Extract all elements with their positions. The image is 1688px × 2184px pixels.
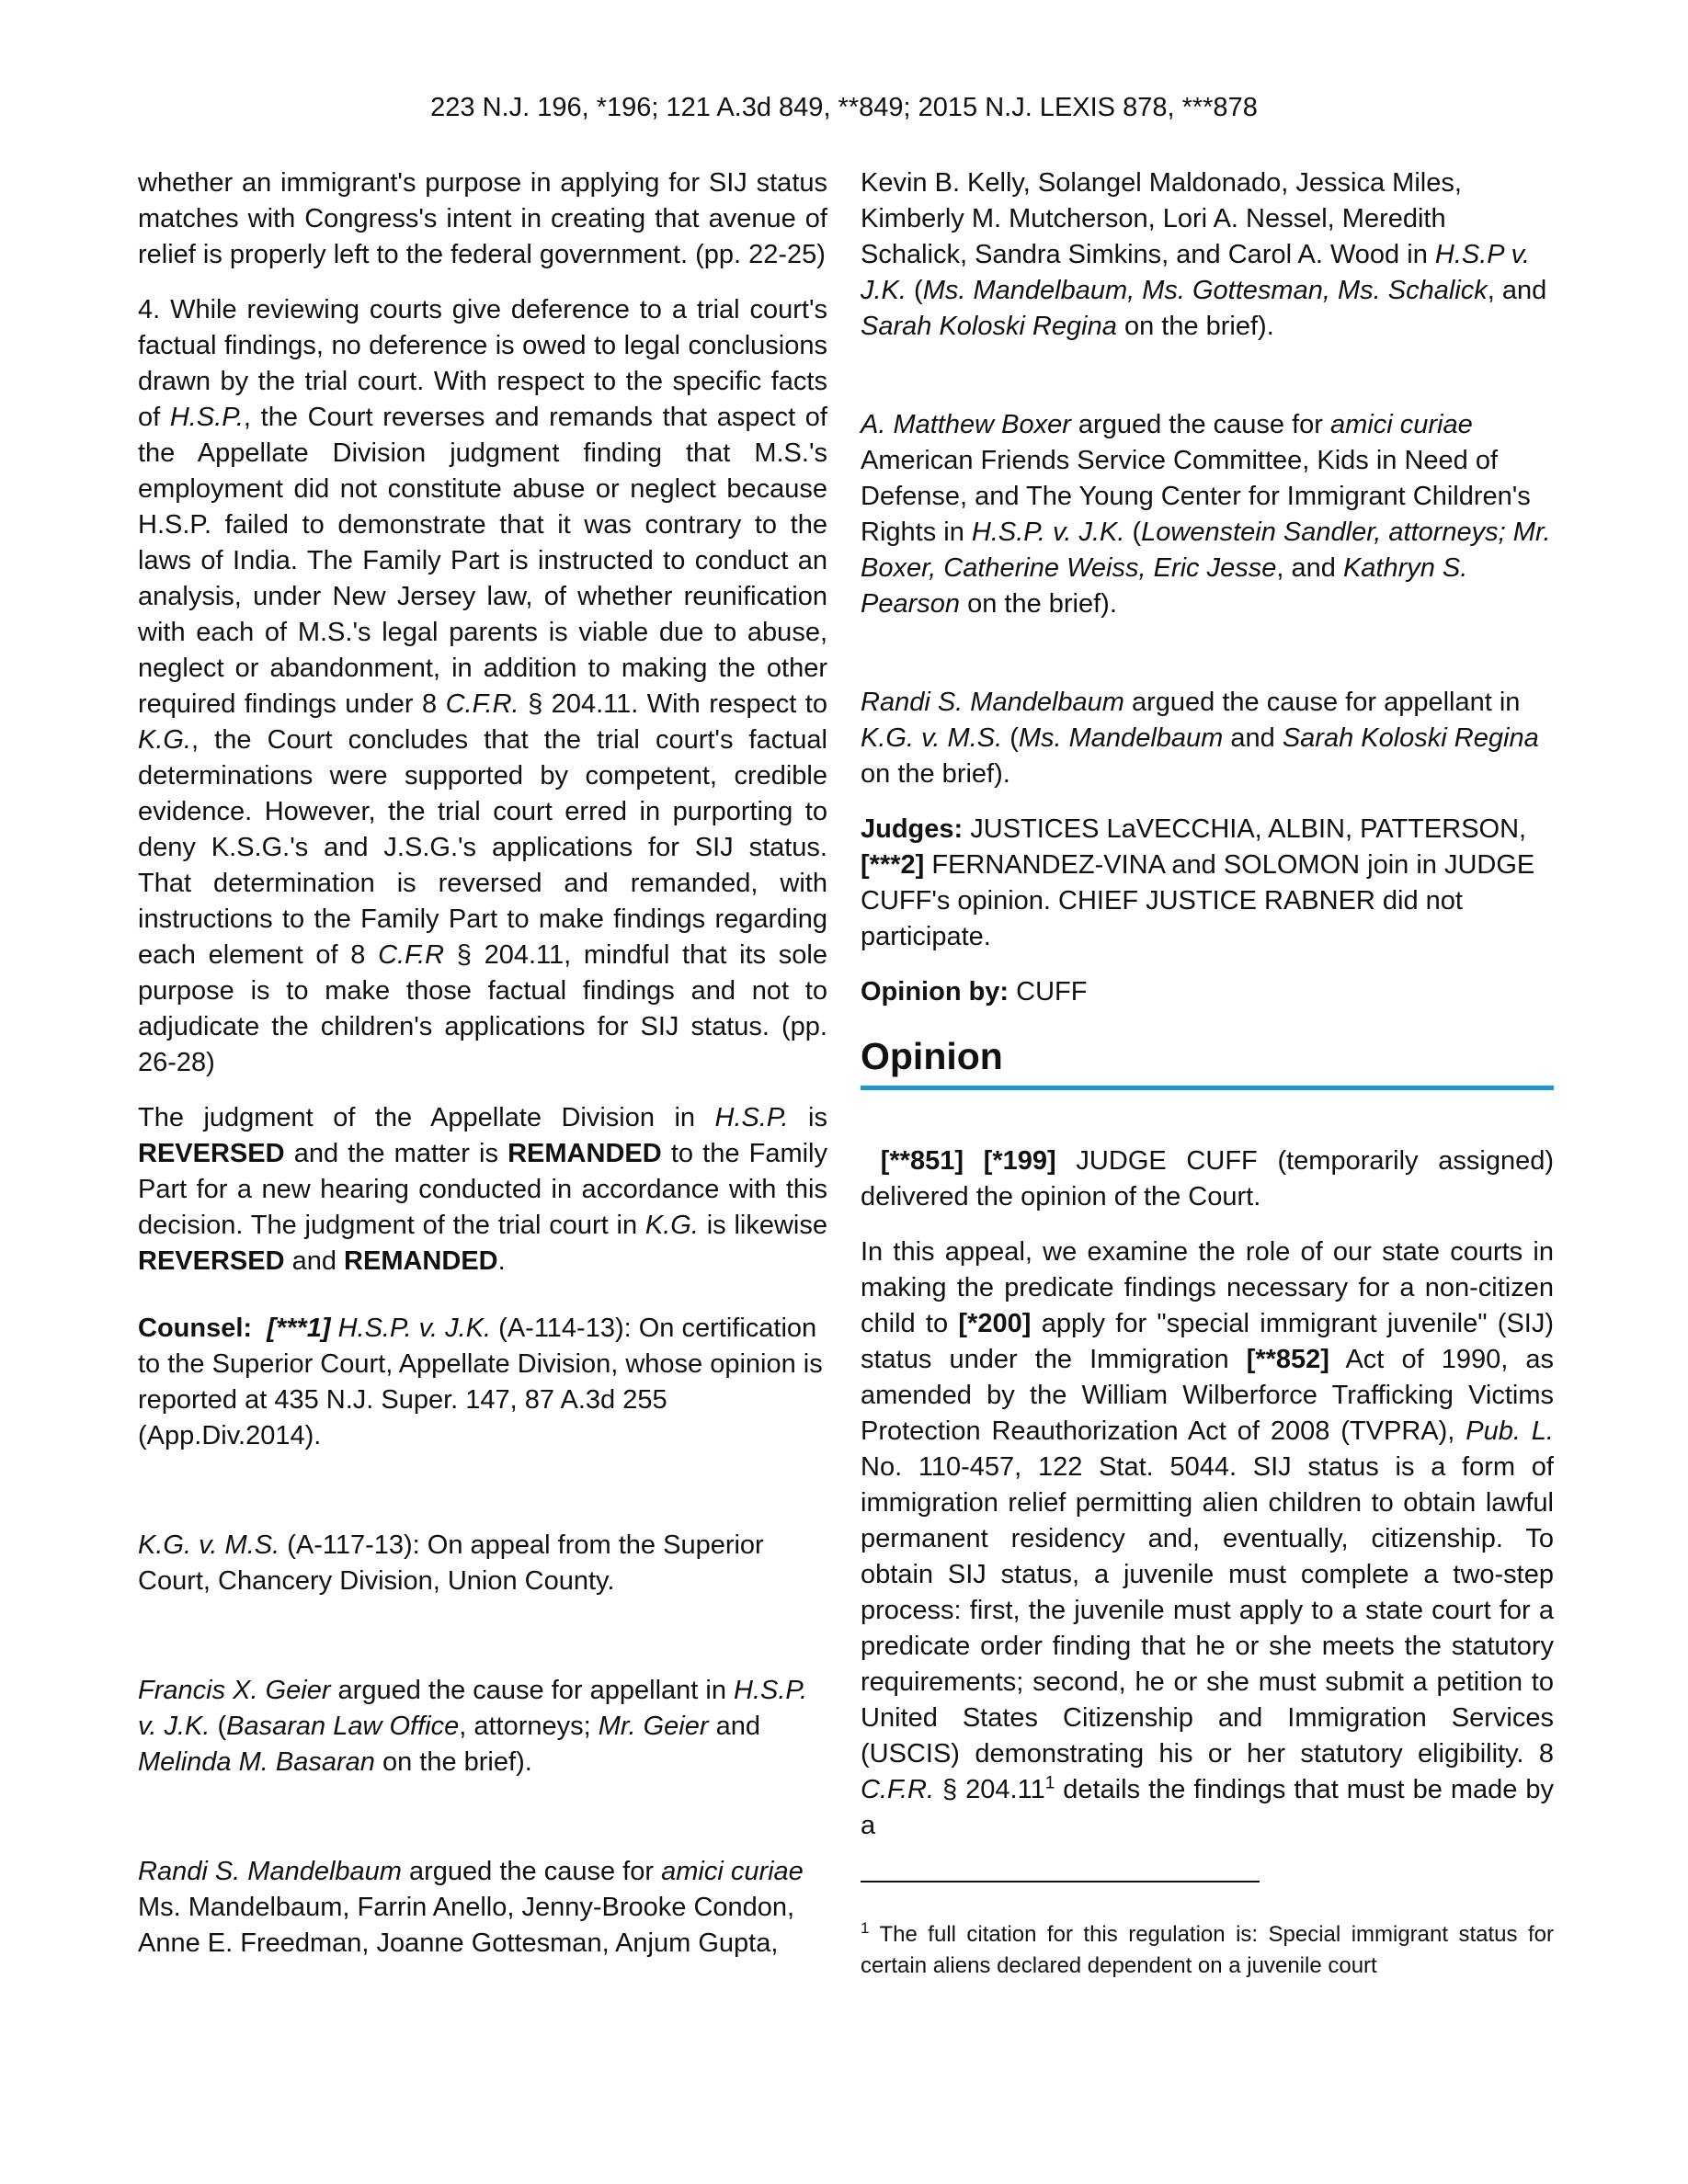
case-name: K.G.: [644, 1211, 699, 1240]
footnote-text: The full citation for this regulation is: Special immigrant status for certain aliens declared dependent on a juvenile court: [861, 1922, 1554, 1978]
attorney-name: Francis X. Geier: [138, 1676, 331, 1705]
attorney-name: Ms. Mandelbaum: [1018, 723, 1224, 753]
judges-paragraph: [861, 812, 1554, 955]
cfr-abbrev: C.F.R.: [445, 689, 519, 719]
text: is likewise: [698, 1211, 827, 1240]
disposition-reversed: REVERSED: [138, 1139, 285, 1168]
text: on the brief).: [960, 589, 1117, 619]
firm-name: Basaran Law Office: [226, 1712, 460, 1741]
mandelbaum-amici-paragraph: [138, 1854, 827, 1962]
text: § 204.11: [934, 1775, 1045, 1804]
case-name: H.S.P. v. J.K.: [138, 1676, 808, 1741]
text: 4. While reviewing courts give deference to a trial court's factual findings, no deference is owed to legal conclusions drawn by the trial court. With respect to the specific facts of: [138, 295, 827, 432]
latin-term: amici curiae: [1330, 410, 1473, 439]
page-marker: [***2]: [861, 850, 925, 880]
text: argued the cause for appellant in: [1123, 688, 1521, 717]
attorney-name: Sarah Koloski Regina: [1282, 723, 1539, 753]
text: (: [1124, 518, 1142, 547]
text: JUSTICES LaVECCHIA, ALBIN, PATTERSON,: [963, 814, 1527, 844]
case-name: K.G. v. M.S.: [861, 723, 1003, 753]
text: argued the cause for: [1070, 410, 1331, 439]
mandelbaum-amici-continued: [861, 165, 1554, 345]
text: , and: [1276, 553, 1343, 583]
cfr-abbrev: C.F.R: [378, 940, 445, 970]
text: on the brief).: [374, 1747, 532, 1777]
text: is: [788, 1103, 827, 1132]
text: and: [284, 1246, 345, 1276]
attorney-names: Ms. Mandelbaum, Ms. Gottesman, Ms. Schalick: [922, 276, 1488, 305]
page-marker: [*199]: [983, 1146, 1056, 1176]
geier-paragraph: [138, 1673, 827, 1780]
text: , the Court concludes that the trial court's factual determinations were supported by competent, credible evidence. However, the trial court erred in purporting to deny K.S.G.'s and J.S.G.'s applications for SIJ status. That determination is reversed and remanded, with instructions to the Family Part to make findings regarding each element of 8: [138, 725, 827, 970]
opinion-by-label: Opinion by:: [861, 977, 1009, 1007]
text: § 204.11. With respect to: [519, 689, 827, 719]
statute-abbrev: Pub. L.: [1466, 1416, 1554, 1446]
text: In this appeal, we examine the role of our state courts in making the predicate findings necessary for a non-citizen child to: [861, 1237, 1554, 1338]
text: .: [497, 1246, 506, 1276]
text: and the matter is: [284, 1139, 508, 1168]
attorney-name: Mr. Geier: [598, 1712, 709, 1741]
opinion-by-paragraph: [861, 974, 1554, 1010]
text: apply for "special immigrant juvenile" (SIJ) status under the Immigration: [861, 1309, 1554, 1374]
appeal-paragraph: [861, 1234, 1554, 1844]
text: to the Family Part for a new hearing conducted in accordance with this decision. The judgment of the trial court in: [138, 1139, 827, 1240]
kg-paragraph: [138, 1528, 827, 1599]
running-header: 223 N.J. 196, *196; 121 A.3d 849, **849; 2015 N.J. LEXIS 878, ***878: [430, 93, 1258, 122]
cfr-abbrev: C.F.R.: [861, 1775, 935, 1804]
case-name: K.G. v. M.S.: [138, 1530, 280, 1560]
text: details the findings that must be made by a: [861, 1775, 1554, 1840]
footnote-1: [861, 1919, 1554, 1982]
attorney-name: Kathryn S. Pearson: [861, 553, 1468, 619]
page-marker: [***1]: [267, 1314, 331, 1343]
footnote-divider: [861, 1881, 1260, 1883]
text: , attorneys;: [459, 1712, 599, 1741]
text: and: [1223, 723, 1283, 753]
text: and: [708, 1712, 760, 1741]
text: argued the cause for: [401, 1857, 662, 1886]
text: , the Court reverses and remands that aspect of the Appellate Division judgment finding that M.S.'s employment did not constitute abuse or neglect because H.S.P. failed to demonstrate that it was contrary to the laws of India. The Family Part is instructed to conduct an analysis, under New Jersey law, of whether reunification with each of M.S.'s legal parents is viable due to abuse, neglect or abandonment, in addition to making the other required findings under 8: [138, 403, 827, 719]
boxer-paragraph: [861, 407, 1554, 622]
paragraph-federal-government: whether an immigrant's purpose in applying for SIJ status matches with Congress's intent in creating that avenue of relief is properly left to the federal government. (pp. 22-25): [138, 168, 827, 269]
text: , and: [1487, 276, 1547, 305]
text: The judgment of the Appellate Division in: [138, 1103, 715, 1132]
text: JUDGE CUFF (temporarily assigned) delivered the opinion of the Court.: [861, 1146, 1554, 1211]
opinion-heading: Opinion: [861, 1034, 1554, 1090]
text: (A-114-13): On certification to the Superior Court, Appellate Division, whose opinion is reported at 435 N.J. Super. 147, 87 A.3d 255 (App.Div.2014).: [138, 1314, 823, 1450]
footnote-number: 1: [861, 1919, 870, 1937]
paragraph-judgment: [138, 1100, 827, 1280]
judges-label: Judges:: [861, 814, 964, 844]
attorney-name: Randi S. Mandelbaum: [138, 1857, 402, 1886]
page-marker: [*200]: [958, 1309, 1032, 1338]
left-column: [138, 165, 827, 1981]
right-column: [861, 165, 1554, 2001]
text: American Friends Service Committee, Kids in Need of Defense, and The Young Center for Immigrant Children's Rights in: [861, 446, 1531, 547]
disposition-reversed: REVERSED: [138, 1246, 285, 1276]
attorney-name: Sarah Koloski Regina: [861, 312, 1117, 341]
page-marker: [**852]: [1246, 1345, 1329, 1374]
attorney-names: Lowenstein Sandler, attorneys; Mr. Boxer, Catherine Weiss, Eric Jesse: [861, 518, 1551, 583]
case-name: H.S.P.: [169, 403, 244, 432]
case-name: H.S.P v. J.K.: [861, 240, 1531, 305]
latin-term: amici curiae: [661, 1857, 804, 1886]
text: (: [1002, 723, 1019, 753]
mandelbaum-kg-paragraph: [861, 685, 1554, 792]
text: § 204.11, mindful that its sole purpose is to make those factual findings and not to adjudicate the children's applications for SIJ status. (pp. 26-28): [138, 940, 827, 1077]
attorney-name: Randi S. Mandelbaum: [861, 688, 1124, 717]
paragraph-holding-4: [138, 292, 827, 1081]
counsel-label: Counsel:: [138, 1314, 253, 1343]
case-name: H.S.P. v. J.K.: [337, 1314, 492, 1343]
text: Ms. Mandelbaum, Farrin Anello, Jenny-Brooke Condon, Anne E. Freedman, Joanne Gottesman, Anjum Gupta,: [138, 1893, 795, 1958]
text: Act of 1990, as amended by the William Wilberforce Trafficking Victims Protection Reauthorization Act of 2008 (TVPRA),: [861, 1345, 1554, 1446]
delivered-paragraph: [861, 1143, 1554, 1215]
counsel-paragraph: [138, 1311, 827, 1454]
text: on the brief).: [1116, 312, 1274, 341]
opinion-author: CUFF: [1009, 977, 1088, 1007]
case-name: H.S.P.: [714, 1103, 789, 1132]
disposition-remanded: REMANDED: [344, 1246, 498, 1276]
text: No. 110-457, 122 Stat. 5044. SIJ status is a form of immigration relief permitting alien children to obtain lawful permanent residency and, eventually, citizenship. To obtain SIJ status, a juvenile must complete a two-step process: first, the juvenile must apply to a state court for a predicate order finding that he or she meets the statutory requirements; second, he or she must submit a petition to United States Citizenship and Immigration Services (USCIS) demonstrating his or her statutory eligibility. 8: [861, 1452, 1554, 1769]
text: (A-117-13): On appeal from the Superior Court, Chancery Division, Union County.: [138, 1530, 764, 1596]
page-marker: [**851]: [880, 1146, 964, 1176]
disposition-remanded: REMANDED: [508, 1139, 662, 1168]
text: FERNANDEZ-VINA and SOLOMON join in JUDGE CUFF's opinion. CHIEF JUSTICE RABNER did not participate.: [861, 850, 1535, 951]
footnote-reference[interactable]: 1: [1044, 1773, 1055, 1793]
text: (: [906, 276, 923, 305]
attorney-name: Melinda M. Basaran: [138, 1747, 375, 1777]
attorney-name: A. Matthew Boxer: [861, 410, 1071, 439]
text: Kevin B. Kelly, Solangel Maldonado, Jessica Miles, Kimberly M. Mutcherson, Lori A. Nessel, Meredith Schalick, Sandra Simkins, and Carol A. Wood in: [861, 168, 1462, 269]
text: argued the cause for appellant in: [330, 1676, 735, 1705]
case-name: H.S.P. v. J.K.: [971, 518, 1125, 547]
case-name: K.G.: [138, 725, 192, 755]
text: (: [210, 1712, 227, 1741]
text: on the brief).: [861, 759, 1010, 789]
